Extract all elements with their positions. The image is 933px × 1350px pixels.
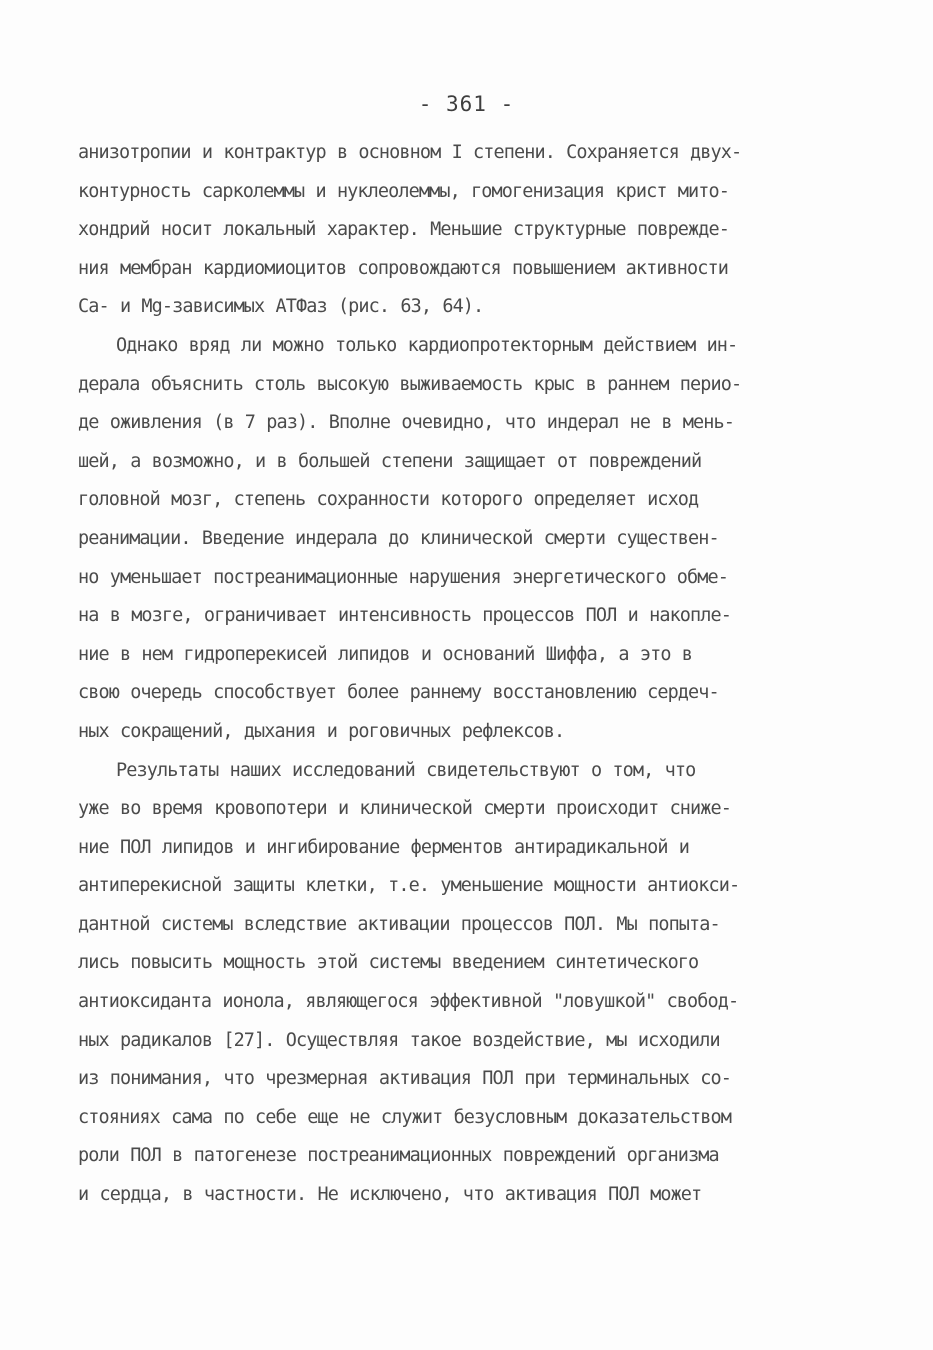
text-line: из понимания, что чрезмерная активация ПОЛ при терминальных со- — [78, 1068, 731, 1090]
text-line: контурность сарколеммы и нуклеолеммы, гомогенизация крист мито- — [78, 180, 729, 202]
text-line: на в мозге, ограничивает интенсивность процессов ПОЛ и накопле- — [78, 605, 731, 627]
page-number: - 361 - — [418, 92, 515, 116]
text-line: хондрий носит локальный характер. Меньшие структурные поврежде- — [78, 219, 729, 241]
text-line: Результаты наших исследований свидетельствуют о том, что — [116, 759, 696, 781]
text-line: ние в нем гидроперекисей липидов и оснований Шиффа, а это в — [78, 643, 693, 665]
text-line: анизотропии и контрактур в основном I степени. Сохраняется двух- — [78, 142, 742, 163]
text-line: ных сокращений, дыхания и роговичных рефлексов. — [78, 720, 565, 742]
text-line: Са- и Mg-зависимых АТФаз (рис. 63, 64). — [78, 296, 484, 318]
text-line: и сердца, в частности. Не исключено, что активация ПОЛ может — [78, 1184, 702, 1206]
text-line: ние ПОЛ липидов и ингибирование ферментов антирадикальной и — [78, 836, 690, 858]
text-line: ния мембран кардиомиоцитов сопровождаются повышением активности — [78, 257, 728, 279]
text-line: де оживления (в 7 раз). Вполне очевидно, что индерал не в мень- — [78, 412, 734, 434]
text-line: антиоксиданта ионола, являющегося эффективной "ловушкой" свобод- — [78, 991, 739, 1013]
text-line: головной мозг, степень сохранности которого определяет исход — [78, 489, 699, 511]
text-line: шей, а возможно, и в большей степени защищает от повреждений — [78, 450, 702, 472]
text-line: лись повысить мощность этой системы введением синтетического — [78, 952, 699, 974]
text-line: ных радикалов [27]. Осуществляя такое воздействие, мы исходили — [78, 1029, 720, 1051]
text-line: дантной системы вследствие активации процессов ПОЛ. Мы попыта- — [78, 913, 720, 935]
body-text — [78, 134, 848, 1215]
text-line: Однако вряд ли можно только кардиопротекторным действием ин- — [116, 334, 738, 356]
text-line: свою очередь способствует более раннему восстановлению сердеч- — [78, 682, 719, 704]
text-line: роли ПОЛ в патогенезе постреанимационных повреждений организма — [78, 1145, 719, 1167]
text-line: но уменьшает постреанимационные нарушения энергетического обме- — [78, 566, 728, 588]
text-line: реанимации. Введение индерала до клинической смерти существен- — [78, 527, 719, 549]
text-line: уже во время кровопотери и клинической смерти происходит сниже- — [78, 798, 731, 820]
text-line: стояниях сама по себе еще не служит безусловным доказательством — [78, 1106, 731, 1128]
text-line: дерала объяснить столь высокую выживаемость крыс в раннем перио- — [78, 373, 742, 395]
text-line: антиперекисной защиты клетки, т.е. уменьшение мощности антиокси- — [78, 875, 740, 897]
